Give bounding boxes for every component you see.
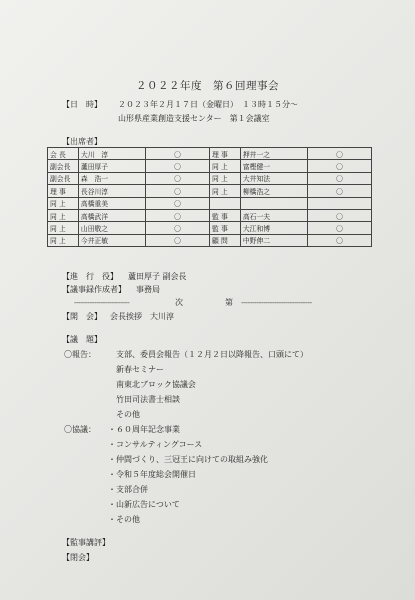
report-item: 南東北ブロック協議会 [116, 380, 196, 389]
attendee-name: 富樫健一 [240, 160, 307, 172]
attendee-name [240, 197, 307, 209]
attendee-role: 同 上 [209, 172, 240, 184]
attendee-role: 副会長 [48, 160, 79, 172]
attendance-mark: 〇 [146, 209, 210, 221]
report-item: その他 [116, 410, 140, 419]
attendee-row [48, 222, 372, 234]
auditor-review-heading: 【監事講評】 [62, 538, 110, 547]
secretary-label: 【議事録作成者】 [62, 285, 126, 294]
attendance-mark: 〇 [308, 148, 372, 160]
attendance-mark: 〇 [308, 172, 372, 184]
attendance-mark: 〇 [308, 185, 372, 197]
discussion-item: ・仲間づくり、三冠王に向けての取組み強化 [108, 455, 268, 464]
attendee-name: 押井一之 [240, 148, 307, 160]
meeting-place: 山形県産業創造支援センター 第１会議室 [118, 114, 270, 123]
attendees-label: 【出席者】 [62, 137, 102, 146]
attendance-mark: 〇 [308, 160, 372, 172]
attendee-row [48, 197, 372, 209]
opening-value: 会長挨拶 大川淳 [110, 312, 174, 321]
attendance-mark: 〇 [308, 209, 372, 221]
attendee-role: 同 上 [48, 222, 79, 234]
order-dashes-left: ------------------------- [74, 298, 130, 307]
attendee-row [48, 185, 372, 197]
order-dai: 第 [225, 298, 233, 307]
document-title: ２０２２年度 第６回理事会 [136, 80, 279, 92]
report-item: 竹田司法書士相談 [116, 395, 180, 404]
attendance-mark: 〇 [146, 234, 210, 246]
attendee-name: 蘆田厚子 [78, 160, 145, 172]
report-item: 支部、委員会報告（１２月２日以降報告、口頭にて） [116, 350, 308, 359]
order-dashes-right: -------------------------------- [241, 298, 312, 307]
discussion-label: 〇協議： [64, 425, 96, 434]
attendee-role: 副会長 [48, 172, 79, 184]
attendee-role: 同 上 [48, 209, 79, 221]
attendee-row [48, 160, 372, 172]
attendee-role: 監 事 [209, 209, 240, 221]
attendee-row [48, 148, 372, 160]
attendee-role: 顧 問 [209, 234, 240, 246]
attendee-name: 大川 淳 [78, 148, 145, 160]
attendance-mark: 〇 [146, 172, 210, 184]
attendee-role: 同 上 [48, 197, 79, 209]
attendance-mark [308, 197, 372, 209]
agenda-label: 【議 題】 [62, 335, 102, 344]
attendee-name: 森 浩一 [78, 172, 145, 184]
closing-heading: 【閉会】 [62, 553, 94, 562]
discussion-item: ・支部合併 [108, 485, 148, 494]
report-item: 新春セミナー [116, 365, 164, 374]
attendee-name: 柳橋浩之 [240, 185, 307, 197]
chair-label: 【進 行 役】 [62, 272, 118, 281]
attendee-name: 高橋武洋 [78, 209, 145, 221]
attendee-name: 高橋重美 [78, 197, 145, 209]
attendee-name: 長谷川淳 [78, 185, 145, 197]
attendance-mark: 〇 [308, 222, 372, 234]
attendee-name: 高石一夫 [240, 209, 307, 221]
attendee-role: 理 事 [48, 185, 79, 197]
attendee-row [48, 172, 372, 184]
attendee-name: 大江和博 [240, 222, 307, 234]
secretary-value: 事務局 [136, 285, 160, 294]
attendee-role: 理 事 [209, 148, 240, 160]
attendance-mark: 〇 [146, 185, 210, 197]
attendance-mark: 〇 [146, 148, 210, 160]
attendance-mark: 〇 [146, 197, 210, 209]
attendee-name: 山田敬之 [78, 222, 145, 234]
order-tsugi: 次 [175, 298, 183, 307]
discussion-item: ・６０周年記念事業 [108, 425, 180, 434]
opening-label: 【開 会】 [62, 312, 102, 321]
attendee-name: 中野伸二 [240, 234, 307, 246]
attendance-mark: 〇 [146, 160, 210, 172]
date-label: 【日 時】 [62, 100, 102, 109]
attendee-role: 同 上 [48, 234, 79, 246]
chair-value: 蘆田厚子 副会長 [128, 272, 187, 281]
discussion-item: ・コンサルティングコース [108, 440, 203, 449]
attendance-mark: 〇 [146, 222, 210, 234]
attendee-name: 今井正敏 [78, 234, 145, 246]
attendee-name: 大井知法 [240, 172, 307, 184]
attendance-mark: 〇 [308, 234, 372, 246]
discussion-item: ・令和５年度総会開催日 [108, 470, 196, 479]
attendee-role [209, 197, 240, 209]
attendees-table [47, 147, 372, 247]
report-label: 〇報告： [64, 350, 96, 359]
attendee-role: 同 上 [209, 160, 240, 172]
attendee-role: 会 長 [48, 148, 79, 160]
attendee-role: 同 上 [209, 185, 240, 197]
attendee-role: 監 事 [209, 222, 240, 234]
attendee-row [48, 234, 372, 246]
discussion-item: ・その他 [108, 515, 140, 524]
date-value: ２０２３年２月１７日（金曜日） １３時１５分～ [118, 100, 298, 109]
attendee-row [48, 209, 372, 221]
discussion-item: ・山新広告について [108, 500, 180, 509]
